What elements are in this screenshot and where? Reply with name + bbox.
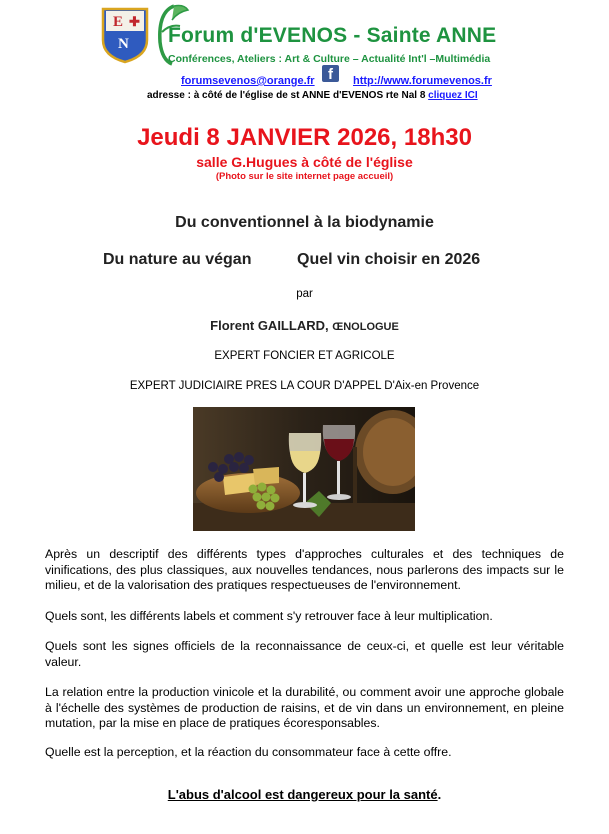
- website-link[interactable]: http://www.forumevenos.fr: [353, 75, 492, 87]
- talk-title-line1: Du conventionnel à la biodynamie: [175, 214, 434, 231]
- expertise-2: EXPERT JUDICIAIRE PRES LA COUR D'APPEL D'Aix-en Provence: [129, 380, 480, 392]
- speaker: [0, 318, 609, 333]
- evenos-crest-logo: [100, 6, 150, 64]
- health-warning-text: L'abus d'alcool est dangereux pour la santé: [167, 787, 438, 802]
- address-line: [147, 90, 478, 101]
- facebook-icon[interactable]: f: [322, 65, 339, 82]
- paragraph-1: Après un descriptif des différents types d'approches culturales et des techniques de vinifications, des plus classiques, aux nouvelles tendances, nous parlerons des impacts sur le milieu, et de la valorisation des pratiques respectueuses de l'environnement.: [45, 547, 564, 592]
- speaker-name: Florent GAILLARD,: [210, 318, 329, 333]
- health-warning: [0, 787, 609, 802]
- site-title: Forum d'EVENOS - Sainte ANNE: [168, 24, 497, 47]
- event-venue: salle G.Hugues à côté de l'église: [196, 154, 413, 170]
- site-subtitle: Conférences, Ateliers : Art & Culture – Actualité Int'l –Multimédia: [168, 53, 491, 65]
- svg-text:✚: ✚: [129, 14, 140, 29]
- wine-grapes-photo: [193, 407, 415, 531]
- health-warning-period: .: [437, 787, 442, 802]
- photo-note: (Photo sur le site internet page accueil): [215, 171, 394, 182]
- talk-title-left: Du nature au végan: [103, 251, 252, 268]
- email-link[interactable]: forumsevenos@orange.fr: [181, 75, 315, 87]
- crest-letter-e: E: [113, 14, 124, 30]
- paragraph-4: La relation entre la production vinicole et la durabilité, ou comment avoir une approche globale à l'échelle des systèmes de production de raisins, et de vin dans un environnement, en pleine mutation, par la mise en place de pratiques écoresponsables.: [45, 685, 564, 730]
- talk-title-right: Quel vin choisir en 2026: [297, 251, 481, 268]
- crest-letter-n: N: [118, 36, 129, 52]
- paragraph-5: Quelle est la perception, et la réaction du consommateur face à cette offre.: [45, 745, 452, 759]
- expertise-1: EXPERT FONCIER ET AGRICOLE: [214, 350, 395, 362]
- paragraph-2: Quels sont, les différents labels et comment s'y retrouver face à leur multiplication.: [45, 609, 493, 623]
- by-label: par: [296, 288, 313, 300]
- address-text: adresse : à côté de l'église de st ANNE d'EVENOS rte Nal 8: [147, 90, 426, 101]
- speaker-role: ŒNOLOGUE: [332, 321, 399, 333]
- event-date-time: Jeudi 8 JANVIER 2026, 18h30: [137, 124, 472, 151]
- map-link[interactable]: cliquez ICI: [428, 90, 478, 101]
- paragraph-3: Quels sont les signes officiels de la reconnaissance de ceux-ci, et quelle est leur véritable valeur.: [45, 639, 564, 669]
